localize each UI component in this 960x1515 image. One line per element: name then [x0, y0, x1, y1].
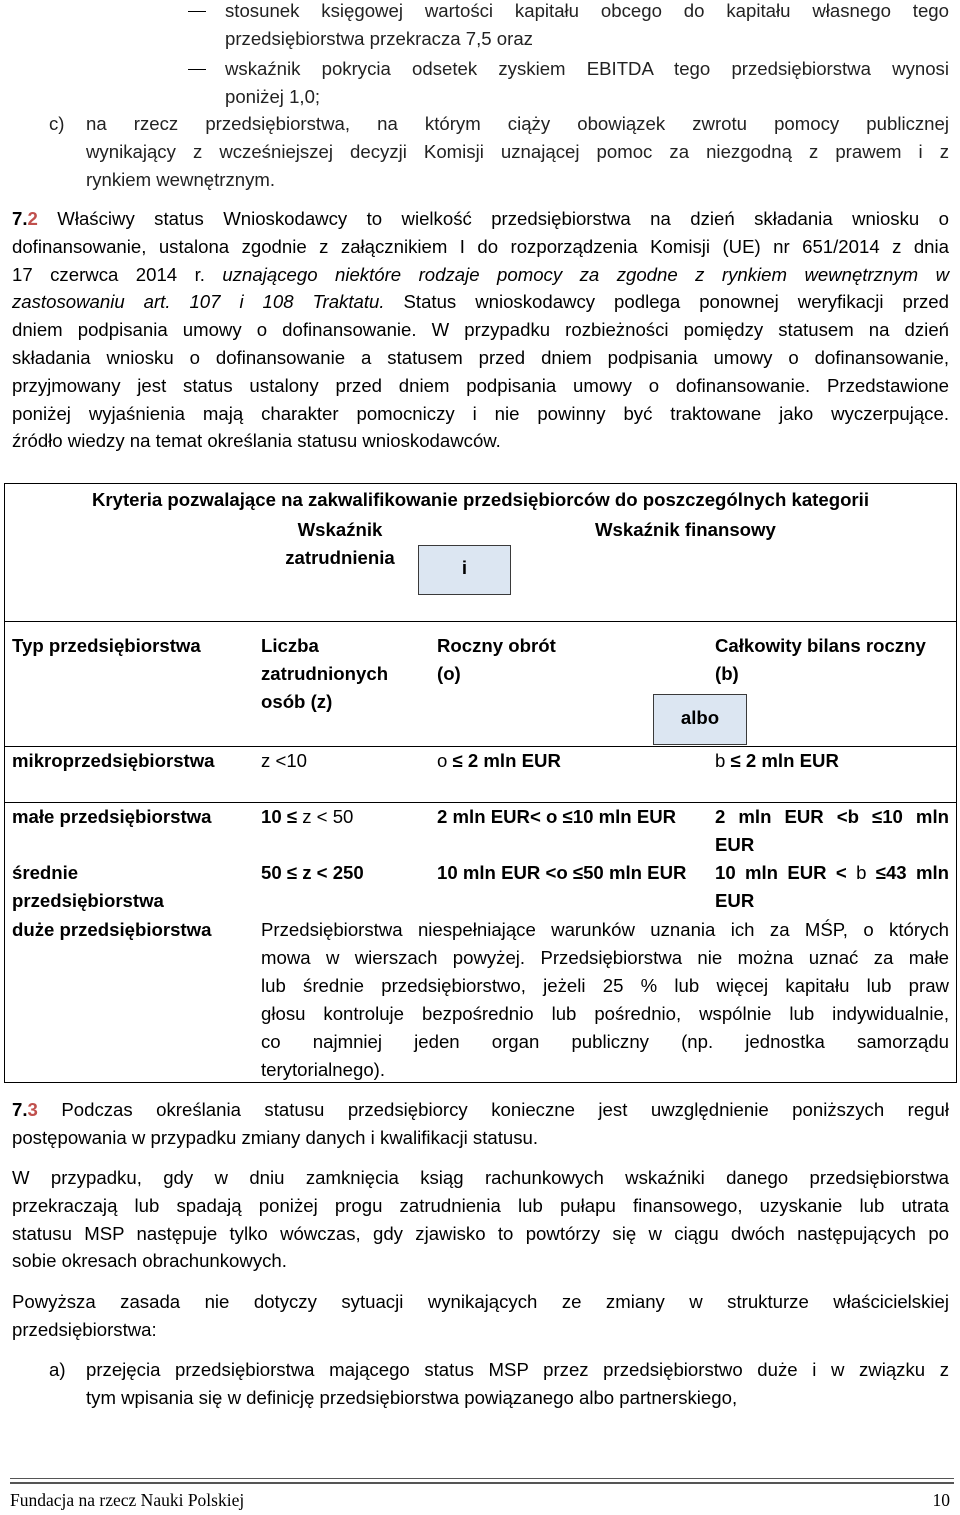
section-text-italic: zastosowaniu art. 107 i 108 Traktatu.	[12, 291, 385, 313]
criteria-table	[4, 483, 957, 1083]
col-header-financial: Wskaźnik finansowy	[595, 519, 776, 540]
cell-text: o	[437, 750, 453, 771]
text-line: przekraczają lub spadają poniżej progu zatrudnienia lub pułapu finansowego, uzyskanie lub utrata	[12, 1194, 949, 1216]
header-line: zatrudnienia	[285, 547, 395, 568]
row-small-turnover	[437, 803, 676, 831]
row-medium-employment	[261, 859, 364, 887]
table-divider	[5, 621, 956, 622]
row-large-type: duże przedsiębiorstwa	[12, 919, 212, 940]
cell-text: b	[715, 750, 731, 771]
cell-value: ≤10 mln	[872, 806, 949, 827]
section-text: 17 czerwca 2014 r.	[12, 263, 205, 285]
cell-value: ≤ 2 mln EUR	[730, 750, 839, 771]
hdr-annual-turnover	[437, 632, 556, 688]
paragraph-status-change	[12, 1164, 949, 1275]
header-line: Wskaźnik	[297, 519, 383, 540]
cell-line: EUR	[715, 834, 755, 855]
cell-text: 50 ≤	[261, 862, 303, 883]
row-medium-type	[12, 859, 164, 915]
row-small-type: małe przedsiębiorstwa	[12, 806, 212, 827]
text-line: składania wniosku o dofinansowanie a statusem przed dniem podpisania umowy o dofinansowanie,	[12, 346, 949, 368]
cell-text: 2 mln EUR <b	[715, 806, 873, 827]
footer-organization: Fundacja na rzecz Nauki Polskiej	[10, 1490, 245, 1510]
section-number: 7.	[12, 1099, 28, 1120]
text-line: na rzecz przedsiębiorstwa, na którym ciąży obowiązek zwrotu pomocy publicznej	[86, 113, 949, 134]
cell-value: ≤ 2 mln EUR	[452, 750, 561, 771]
page-number: 10	[932, 1490, 950, 1510]
hdr-enterprise-type: Typ przedsiębiorstwa	[12, 635, 201, 656]
col-header-employment	[255, 516, 425, 572]
row-micro-employment: z <10	[261, 750, 308, 771]
text-line: przedsiębiorstwa przekracza 7,5 oraz	[225, 28, 533, 49]
header-line: osób (z)	[261, 691, 333, 712]
header-line: Całkowity bilans roczny	[715, 635, 926, 656]
header-line: Liczba	[261, 635, 319, 656]
section-number: 7.	[12, 208, 28, 229]
text-line: poniżej 1,0;	[225, 86, 321, 107]
row-micro-balance	[715, 747, 839, 775]
box-i: i	[418, 545, 511, 595]
footer-rule	[10, 1478, 954, 1479]
row-medium-turnover	[437, 859, 686, 887]
section-number-suffix: 2	[27, 208, 38, 229]
list-item-a	[86, 1356, 949, 1412]
section-text: W przypadku rozbieżności pomiędzy statusem na dzień	[431, 319, 949, 341]
section-7-2	[12, 205, 949, 455]
text-line	[12, 1096, 949, 1124]
text-line: postępowania w przypadku zmiany danych i kwalifikacji statusu.	[12, 1127, 539, 1148]
header-line: (b)	[715, 663, 739, 684]
cell-line: terytorialnego).	[261, 1059, 386, 1080]
list-marker-a: a)	[49, 1359, 66, 1380]
section-text: dniem podpisania umowy o dofinansowanie.	[12, 319, 417, 341]
cell-text: 2 mln EUR< o	[437, 806, 563, 827]
header-line: Roczny obrót	[437, 635, 556, 656]
row-medium-balance	[715, 859, 949, 915]
list-marker-c: c)	[49, 113, 65, 134]
section-7-3	[12, 1096, 949, 1152]
cell-line: głosu kontroluje bezpośrednio lub pośrednio, wspólnie lub indywidualnie,	[261, 1003, 949, 1024]
cell-text: 10 ≤	[261, 806, 303, 827]
row-micro-turnover	[437, 747, 561, 775]
cell-value: z < 50	[302, 806, 354, 827]
section-text: Przedstawione	[827, 374, 949, 396]
hdr-employee-count	[261, 632, 388, 716]
text-line: wskaźnik pokrycia odsetek zyskiem EBITDA tego przedsiębiorstwa wynosi	[225, 58, 949, 79]
cell-line: Przedsiębiorstwa niespełniające warunków uznania ich za MŚP, o których	[261, 919, 949, 940]
text-line: wynikający z wcześniejszej decyzji Komisji uznającej pomoc za niezgodną z prawem i z	[86, 141, 949, 162]
list-item-c	[86, 110, 949, 194]
cell-line: średnie	[12, 862, 79, 883]
cell-text: b	[856, 862, 876, 883]
section-text: Podczas określania statusu przedsiębiorcy konieczne jest uwzględnienie poniższych reguł	[61, 1099, 949, 1120]
hdr-annual-balance	[715, 632, 926, 688]
text-line: przejęcia przedsiębiorstwa mającego status MSP przez przedsiębiorstwo duże i w związku z	[86, 1359, 949, 1380]
text-line	[12, 205, 949, 233]
header-line: (o)	[437, 663, 461, 684]
cell-line: EUR	[715, 890, 755, 911]
cell-value: ≤43 mln	[875, 862, 949, 883]
text-line: przedsiębiorstwa:	[12, 1318, 157, 1340]
text-line: dofinansowanie, ustalona zgodnie z załącznikiem I do rozporządzenia Komisji (UE) nr 651/2014 z dnia	[12, 235, 949, 257]
text-line: poniżej wyjaśnienia mają charakter pomocniczy i nie powinny być traktowane jako wyczerpujące.	[12, 402, 949, 424]
box-albo: albo	[653, 694, 747, 745]
text-line: źródło wiedzy na temat określania statusu wnioskodawców.	[12, 430, 501, 452]
section-text-italic: uznającego niektóre rodzaje pomocy za zgodne z rynkiem wewnętrznym w	[222, 263, 949, 285]
header-line: zatrudnionych	[261, 663, 389, 684]
text-line: Powyższa zasada nie dotyczy sytuacji wynikających ze zmiany w strukturze właścicielskiej	[12, 1291, 949, 1312]
text-line: W przypadku, gdy w dniu zamknięcia ksiąg rachunkowych wskaźniki danego przedsiębiorstwa	[12, 1167, 949, 1188]
cell-value: z < 250	[302, 862, 364, 883]
section-number-suffix: 3	[27, 1099, 38, 1120]
row-small-balance	[715, 803, 949, 859]
cell-value: ≤50 mln EUR	[572, 862, 687, 883]
text-line	[12, 372, 949, 400]
cell-line	[715, 859, 949, 887]
text-line	[12, 261, 949, 289]
cell-line	[715, 803, 949, 831]
section-text: Status wnioskodawcy podlega ponownej weryfikacji przed	[403, 291, 949, 313]
cell-value: ≤10 mln EUR	[562, 806, 677, 827]
cell-line: mowa w wierszach powyżej. Przedsiębiorstwa nie można uznać za małe	[261, 947, 949, 968]
row-micro-type: mikroprzedsiębiorstwa	[12, 750, 215, 771]
cell-line: co najmniej jeden organ publiczny (np. jednostka samorządu	[261, 1031, 949, 1052]
text-line: tym wpisania się w definicję przedsiębiorstwa powiązanego albo partnerskiego,	[86, 1386, 738, 1408]
text-line	[12, 316, 949, 344]
text-line	[12, 288, 949, 316]
list-item-debt-ratio	[225, 0, 949, 53]
text-line: sobie okresach obrachunkowych.	[12, 1250, 287, 1272]
paragraph-rule	[12, 1288, 949, 1344]
cell-line: przedsiębiorstwa	[12, 890, 164, 911]
text-line: statusu MSP następuje tylko wówczas, gdy zjawisko to powtórzy się w ciągu dwóch następujących po	[12, 1222, 949, 1244]
section-text: Właściwy status Wnioskodawcy to wielkość przedsiębiorstwa na dzień składania wniosku o	[57, 208, 950, 229]
list-dash-marker	[188, 69, 206, 70]
cell-text: 10 mln EUR <o	[437, 862, 573, 883]
section-text: przyjmowany jest status ustalony przed dniem podpisania umowy o dofinansowanie.	[12, 374, 811, 396]
table-title: Kryteria pozwalające na zakwalifikowanie przedsiębiorców do poszczególnych kategorii	[91, 489, 870, 510]
row-large-description	[261, 916, 949, 1084]
text-line: stosunek księgowej wartości kapitału obcego do kapitału własnego tego	[225, 0, 949, 21]
list-item-interest-coverage	[225, 55, 949, 111]
text-line: rynkiem wewnętrznym.	[86, 169, 276, 190]
list-dash-marker	[188, 11, 206, 12]
cell-text: 10 mln EUR <	[715, 862, 857, 883]
row-small-employment	[261, 803, 353, 831]
cell-line: lub średnie przedsiębiorstwo, jeżeli 25 % lub więcej kapitału lub praw	[261, 975, 949, 996]
footer-rule	[10, 1482, 954, 1484]
